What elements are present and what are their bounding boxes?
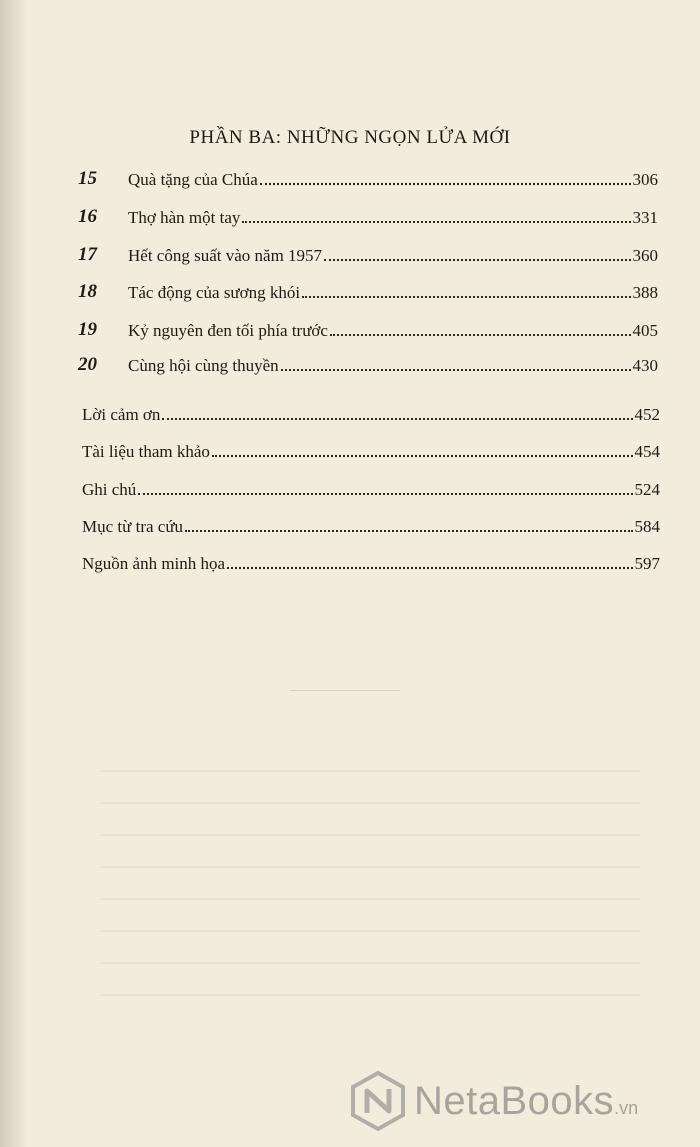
dot-leader [330,334,631,336]
chapter-title: Tác động của sương khói [128,283,301,302]
dot-leader [260,183,631,185]
bleed-through-lines [100,740,640,1000]
chapter-title: Kỷ nguyên đen tối phía trước [128,321,328,340]
netabooks-watermark [350,1070,690,1132]
watermark-brand: NetaBooks [414,1078,615,1123]
page-number: 331 [632,208,658,227]
dot-leader [324,259,630,261]
dot-leader [227,567,632,569]
page-number: 597 [634,554,660,573]
chapter-number: 16 [78,206,97,227]
chapter-number: 19 [78,319,97,340]
toc-row-16 [78,204,658,228]
chapter-title: Cùng hội cùng thuyền [128,356,279,375]
toc-row-acknowledgements [82,401,660,425]
toc-row-17 [78,242,658,266]
entry-title: Tài liệu tham khảo [82,442,210,461]
bleed-through-heading [290,690,400,707]
page-number: 430 [632,356,658,375]
entry-title: Lời cảm ơn [82,405,161,424]
chapter-title: Hết công suất vào năm 1957 [128,246,323,265]
page-number: 584 [634,517,660,536]
chapter-number: 18 [78,281,97,302]
entry-title: Mục từ tra cứu [82,517,184,536]
page-number: 452 [634,405,660,424]
toc-row-references [82,438,660,462]
page-number: 524 [634,480,660,499]
page-number: 360 [632,246,658,265]
toc-row-15 [78,166,658,190]
page-number: 388 [632,283,658,302]
toc-row-20 [78,352,658,376]
entry-title: Nguồn ảnh minh họa [82,554,226,573]
dot-leader [302,296,630,298]
chapter-number: 15 [78,168,97,189]
dot-leader [212,455,633,457]
toc-row-index [82,513,660,537]
chapter-title: Quà tặng của Chúa [128,170,258,189]
toc-row-notes [82,476,660,500]
dot-leader [185,530,632,532]
toc-row-illustration-sources [82,550,660,574]
page-number: 454 [634,442,660,461]
dot-leader [242,221,630,223]
watermark-suffix: .vn [614,1097,639,1118]
chapter-title: Thợ hàn một tay [128,208,241,227]
entry-title: Ghi chú [82,480,137,499]
chapter-number: 17 [78,244,97,265]
spine-shadow [0,0,28,1147]
page-number: 405 [632,321,658,340]
netabooks-logo-icon [350,1071,406,1131]
dot-leader [138,493,632,495]
dot-leader [281,369,631,371]
page-number: 306 [632,170,658,189]
chapter-number: 20 [78,354,97,375]
dot-leader [162,418,632,420]
section-title: PHẦN BA: NHỮNG NGỌN LỬA MỚI [189,127,511,148]
toc-row-18 [78,279,658,303]
toc-row-19 [78,317,658,341]
